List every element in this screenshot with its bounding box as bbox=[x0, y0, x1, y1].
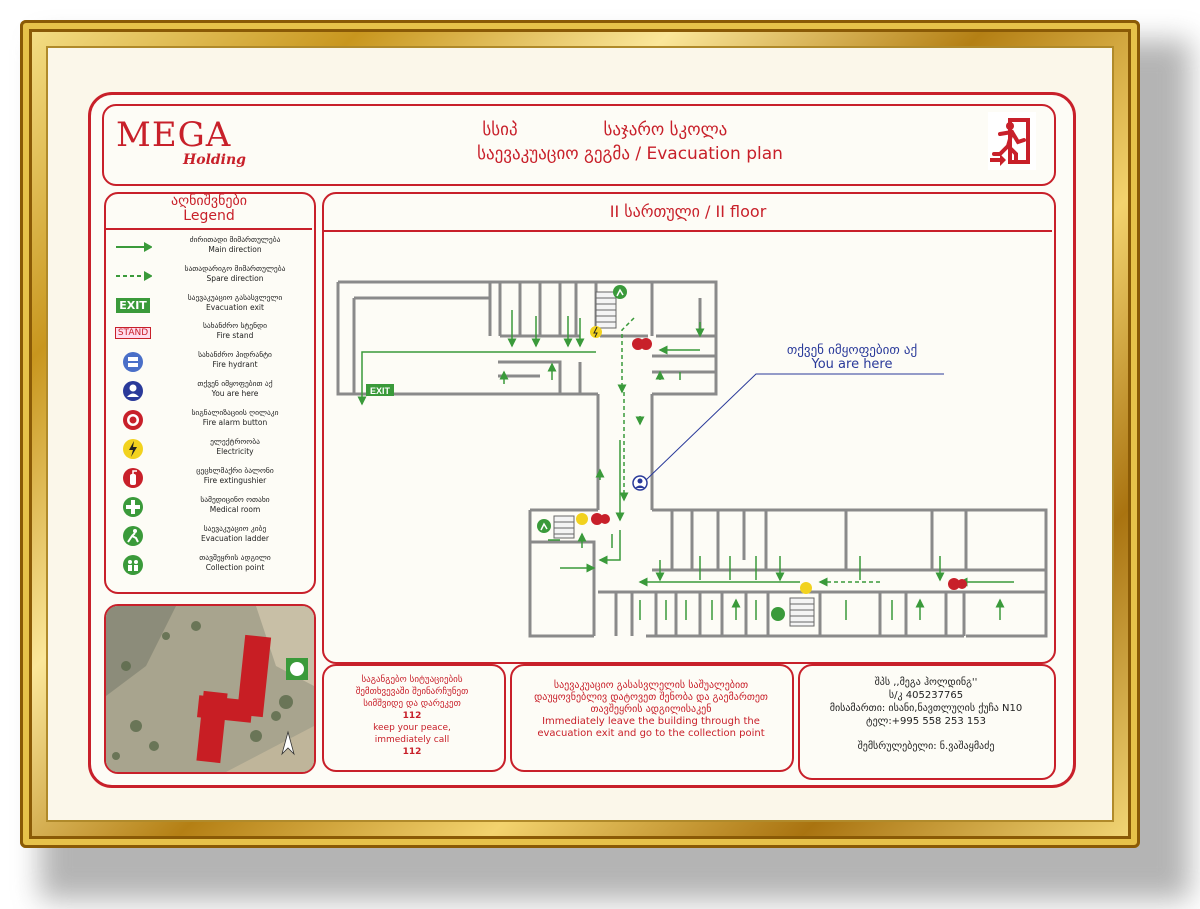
company-phone: ტელ:+995 558 253 153 bbox=[866, 716, 986, 727]
title-school: საჯარო სკოლა bbox=[603, 120, 728, 140]
legend-item bbox=[110, 494, 310, 520]
fire-stand-text: STAND bbox=[115, 327, 151, 339]
title-org-type: სსიპ bbox=[482, 120, 518, 140]
legend-item-ka: საევაკუაციო გასასვლელი bbox=[187, 293, 283, 302]
company-info bbox=[800, 676, 1052, 788]
fire-stand-icon bbox=[114, 322, 152, 344]
emergency-number-2: 112 bbox=[402, 747, 422, 757]
legend-item-ka: სათადარიგო მიმართულება bbox=[184, 264, 286, 273]
plan-extinguisher-icon-2 bbox=[591, 513, 610, 525]
exit-sign-icon bbox=[114, 294, 152, 316]
legend-item-ka: სახანძრო ჰიდრანტი bbox=[198, 350, 272, 359]
legend-item-ka: სახანძრო სტენდი bbox=[202, 321, 268, 330]
floor-plan-drawing bbox=[330, 234, 1050, 654]
legend-item-ka: სიგნალიზაციის ღილაკი bbox=[191, 408, 279, 417]
legend-item bbox=[110, 552, 310, 578]
legend-item bbox=[110, 263, 310, 289]
company-logo bbox=[116, 115, 246, 176]
legend-item bbox=[110, 349, 310, 375]
company-address: მისამართი: ისანი,ნავთლუღის ქუჩა N10 bbox=[829, 703, 1023, 714]
logo-main-text: MEGA bbox=[116, 115, 232, 155]
emergency-number-1: 112 bbox=[402, 711, 422, 721]
legend-item bbox=[110, 523, 310, 549]
plan-title-line1 bbox=[440, 120, 800, 140]
dashed-arrow-icon bbox=[114, 265, 152, 287]
legend-item-ka: თქვენ იმყოფებით აქ bbox=[197, 379, 273, 388]
legend-item-ka: ელექტროობა bbox=[210, 437, 260, 446]
medical-room-icon bbox=[114, 496, 152, 518]
plan-exit-label: EXIT bbox=[369, 386, 391, 396]
legend-item-en: Collection point bbox=[205, 563, 265, 572]
legend-item-en: Electricity bbox=[216, 447, 254, 456]
collection-point-icon bbox=[114, 554, 152, 576]
legend-item-en: Fire extingushier bbox=[203, 476, 267, 485]
emergency-ka: საგანგებო სიტუაციების შემთხვევაში შეინარჩუნეთ სიმშვიდე და დარეკეთ bbox=[355, 675, 469, 709]
legend-item-en: You are here bbox=[211, 389, 259, 398]
legend-title-en: Legend bbox=[183, 208, 235, 224]
you-are-here-label bbox=[752, 344, 952, 372]
legend-item-ka: ძირითადი მიმართულება bbox=[189, 235, 281, 244]
legend-item-en: Fire stand bbox=[216, 331, 254, 340]
legend-item-ka: თავშეყრის ადგილი bbox=[199, 553, 271, 562]
legend-item bbox=[110, 378, 310, 404]
legend-item-en: Fire alarm button bbox=[202, 418, 268, 427]
plan-electricity-icon bbox=[590, 326, 602, 338]
plan-electricity-icon-3 bbox=[800, 582, 812, 594]
legend-item bbox=[110, 436, 310, 462]
exit-sign-text: EXIT bbox=[116, 298, 150, 313]
fire-extinguisher-icon bbox=[114, 467, 152, 489]
legend-item bbox=[110, 465, 310, 491]
legend-title-ka: აღნიშვნები bbox=[170, 193, 247, 209]
fire-hydrant-icon bbox=[114, 351, 152, 373]
plan-evacuation-ladder-icon bbox=[613, 285, 627, 299]
legend-item bbox=[110, 292, 310, 318]
floor-title: II სართული / II floor bbox=[324, 196, 1052, 232]
plan-evacuation-ladder-icon-3 bbox=[771, 607, 785, 621]
evac-instructions-en: Immediately leave the building through the evacuation exit and go to the collection point bbox=[537, 716, 765, 739]
emergency-exit-icon bbox=[988, 112, 1036, 170]
evacuation-ladder-icon bbox=[114, 525, 152, 547]
plan-evacuation-ladder-icon-2 bbox=[537, 519, 551, 533]
plan-title-line2: საევაკუაციო გეგმა / Evacuation plan bbox=[477, 144, 783, 164]
electricity-icon bbox=[114, 438, 152, 460]
legend-header bbox=[106, 194, 312, 230]
emergency-text bbox=[322, 674, 502, 774]
legend-item-en: Medical room bbox=[209, 505, 261, 514]
satellite-map bbox=[104, 604, 316, 774]
plan-electricity-icon-2 bbox=[576, 513, 588, 525]
company-name: შპს ,,მეგა ჰოლდინგ'' bbox=[874, 677, 978, 688]
you-are-here-icon bbox=[114, 380, 152, 402]
fire-alarm-button-icon bbox=[114, 409, 152, 431]
legend-item bbox=[110, 320, 310, 346]
company-id: ს/კ 405237765 bbox=[888, 690, 964, 701]
legend-item-en: Evacuation exit bbox=[206, 303, 264, 312]
legend-item-en: Evacuation ladder bbox=[201, 534, 269, 543]
emergency-en: keep your peace, immediately call bbox=[373, 723, 451, 745]
plan-you-are-here-icon bbox=[633, 476, 647, 490]
legend-item-ka: საევაკუაციო კიბე bbox=[203, 524, 267, 533]
legend-item-en: Fire hydrant bbox=[212, 360, 258, 369]
you-are-here-ka: თქვენ იმყოფებით აქ bbox=[786, 343, 918, 358]
plan-extinguisher-icon bbox=[632, 338, 652, 350]
legend-item bbox=[110, 234, 310, 260]
evacuation-instructions bbox=[512, 680, 790, 780]
legend-item-en: Spare direction bbox=[206, 274, 264, 283]
logo-sub-text: Holding bbox=[183, 152, 246, 168]
company-executor: შემსრულებელი: ნ.ვაშაყმაძე bbox=[857, 741, 995, 752]
legend-item-en: Main direction bbox=[208, 245, 262, 254]
legend-item-ka: ცეცხლმაქრი ბალონი bbox=[196, 466, 274, 475]
legend-item-ka: სამედიცინო ოთახი bbox=[200, 495, 270, 504]
you-are-here-en: You are here bbox=[811, 357, 893, 372]
solid-arrow-icon bbox=[114, 236, 152, 258]
legend-item bbox=[110, 407, 310, 433]
evac-instructions-ka: საევაკუაციო გასასვლელის საშუალებით დაუყოვნებლივ დატოვეთ შენობა და გაემართეთ თავშეყრის ადგილისაკენ bbox=[534, 680, 768, 715]
plan-extinguisher-icon-3 bbox=[948, 578, 967, 590]
